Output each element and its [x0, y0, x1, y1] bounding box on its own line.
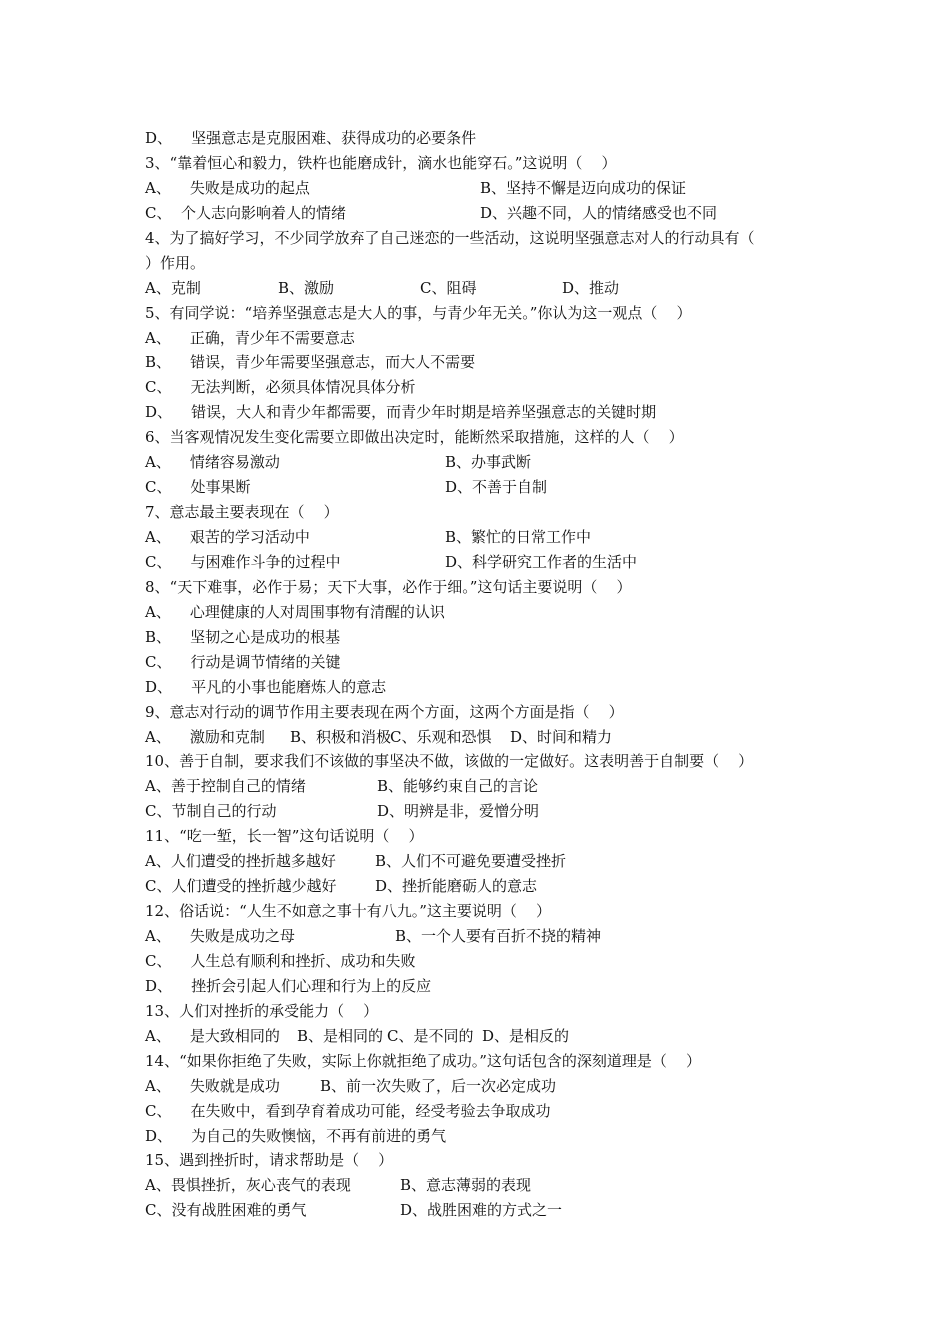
line-text: C、 人生总有顺利和挫折、成功和失败: [145, 951, 416, 970]
text-line: [145, 575, 825, 600]
text-line: [145, 700, 825, 725]
option-text: C、是不同的: [387, 1026, 474, 1045]
text-line: [145, 276, 825, 301]
line-text: 12、俗话说：“人生不如意之事十有八九。”这主要说明（ ）: [145, 902, 551, 921]
text-line: [145, 151, 825, 176]
line-text: 7、意志最主要表现在（ ）: [145, 503, 339, 522]
option-text: D、科学研究工作者的生活中: [445, 552, 638, 571]
option-text: D、时间和精力: [510, 727, 613, 746]
text-line: [145, 375, 825, 400]
option-text: C、乐观和恐惧: [390, 727, 492, 746]
line-text: B、 错误，青少年需要坚强意志，而大人不需要: [145, 353, 476, 372]
line-text: A、畏惧挫折，灰心丧气的表现: [145, 1176, 351, 1195]
text-line: [145, 400, 825, 425]
line-text: 8、“天下难事，必作于易；天下大事，必作于细。”这句话主要说明（ ）: [145, 577, 632, 596]
line-text: 10、善于自制，要求我们不该做的事坚决不做，该做的一定做好。这表明善于自制要（ ）: [145, 752, 754, 771]
line-text: B、 坚韧之心是成功的根基: [145, 627, 341, 646]
line-text: C、节制自己的行动: [145, 802, 277, 821]
text-line: [145, 550, 825, 575]
option-text: D、挫折能磨砺人的意志: [375, 877, 538, 896]
line-text: A、 激励和克制: [145, 727, 265, 746]
line-text: 5、有同学说：“培养坚强意志是大人的事，与青少年无关。”你认为这一观点（ ）: [145, 303, 692, 322]
text-line: [145, 126, 825, 151]
line-text: D、 错误，大人和青少年都需要，而青少年时期是培养坚强意志的关键时期: [145, 403, 657, 422]
option-text: D、战胜困难的方式之一: [400, 1201, 563, 1220]
text-line: [145, 1198, 825, 1223]
line-text: 3、“靠着恒心和毅力，铁杵也能磨成针，滴水也能穿石。”这说明（ ）: [145, 153, 617, 172]
option-text: B、意志薄弱的表现: [400, 1176, 532, 1195]
text-line: [145, 849, 825, 874]
text-line: [145, 899, 825, 924]
line-text: C、 无法判断，必须具体情况具体分析: [145, 378, 416, 397]
line-text: C、 个人志向影响着人的情绪: [145, 203, 347, 222]
text-line: [145, 625, 825, 650]
text-line: [145, 350, 825, 375]
text-line: [145, 1148, 825, 1173]
line-text: C、 处事果断: [145, 478, 251, 497]
line-text: A、克制: [145, 278, 201, 297]
line-text: A、人们遭受的挫折越多越好: [145, 852, 336, 871]
line-text: ）作用。: [145, 253, 206, 272]
text-line: [145, 924, 825, 949]
line-text: A、 是大致相同的: [145, 1026, 280, 1045]
text-line: [145, 725, 825, 750]
text-line: [145, 1173, 825, 1198]
line-text: A、 正确，青少年不需要意志: [145, 328, 355, 347]
text-line: [145, 749, 825, 774]
option-text: D、不善于自制: [445, 478, 548, 497]
line-text: 11、“吃一堑，长一智”这句话说明（ ）: [145, 827, 424, 846]
option-text: B、繁忙的日常工作中: [445, 528, 592, 546]
line-text: A、 失败是成功的起点: [145, 178, 310, 197]
line-text: A、 失败就是成功: [145, 1076, 280, 1095]
question-list: [145, 126, 825, 1223]
text-line: [145, 874, 825, 899]
option-text: B、前一次失败了，后一次必定成功: [320, 1076, 557, 1095]
text-line: [145, 176, 825, 201]
text-line: [145, 450, 825, 475]
text-line: [145, 500, 825, 525]
line-text: D、 为自己的失败懊恼，不再有前进的勇气: [145, 1126, 447, 1145]
text-line: [145, 1099, 825, 1124]
line-text: A、 情绪容易激动: [145, 453, 280, 472]
option-text: B、是相同的: [297, 1026, 384, 1045]
option-text: C、阻碍: [420, 278, 477, 297]
line-text: 15、遇到挫折时，请求帮助是（ ）: [145, 1151, 394, 1170]
text-line: [145, 1124, 825, 1149]
line-text: C、 与困难作斗争的过程中: [145, 552, 341, 571]
line-text: 9、意志对行动的调节作用主要表现在两个方面，这两个方面是指（ ）: [145, 702, 624, 721]
option-text: D、推动: [562, 278, 620, 297]
option-text: D、是相反的: [482, 1026, 570, 1045]
text-line: [145, 824, 825, 849]
text-line: [145, 525, 825, 550]
text-line: [145, 1049, 825, 1074]
option-text: B、办事武断: [445, 453, 532, 472]
text-line: [145, 301, 825, 326]
text-line: [145, 226, 825, 251]
text-line: [145, 251, 825, 276]
text-line: [145, 201, 825, 226]
option-text: B、坚持不懈是迈向成功的保证: [480, 178, 687, 197]
text-line: [145, 974, 825, 999]
text-line: [145, 799, 825, 824]
text-line: [145, 1074, 825, 1099]
line-text: C、没有战胜困难的勇气: [145, 1201, 307, 1220]
line-text: A、 艰苦的学习活动中: [145, 528, 310, 546]
text-line: [145, 949, 825, 974]
line-text: 14、“如果你拒绝了失败，实际上你就拒绝了成功。”这句话包含的深刻道理是（ ）: [145, 1051, 701, 1070]
line-text: C、 在失败中，看到孕育着成功可能，经受考验去争取成功: [145, 1101, 551, 1120]
text-line: [145, 600, 825, 625]
line-text: 4、为了搞好学习，不少同学放弃了自己迷恋的一些活动，这说明坚强意志对人的行动具有（: [145, 228, 755, 247]
text-line: [145, 1024, 825, 1049]
text-line: [145, 999, 825, 1024]
line-text: C、 行动是调节情绪的关键: [145, 652, 341, 671]
option-text: D、明辨是非，爱憎分明: [377, 802, 540, 821]
line-text: D、 坚强意志是克服困难、获得成功的必要条件: [145, 129, 477, 147]
option-text: B、一个人要有百折不挠的精神: [395, 927, 602, 945]
option-text: B、能够约束自己的言论: [377, 777, 539, 796]
line-text: A、 失败是成功之母: [145, 927, 295, 945]
option-text: B、人们不可避免要遭受挫折: [375, 852, 567, 871]
line-text: 13、人们对挫折的承受能力（ ）: [145, 1001, 379, 1020]
text-line: [145, 475, 825, 500]
option-text: B、积极和消极: [290, 727, 392, 746]
text-line: [145, 425, 825, 450]
text-line: [145, 774, 825, 799]
line-text: A、善于控制自己的情绪: [145, 777, 306, 796]
option-text: B、激励: [278, 278, 335, 297]
line-text: D、 挫折会引起人们心理和行为上的反应: [145, 976, 432, 995]
option-text: D、兴趣不同，人的情绪感受也不同: [480, 203, 718, 222]
line-text: D、 平凡的小事也能磨炼人的意志: [145, 677, 387, 696]
text-line: [145, 326, 825, 351]
line-text: C、人们遭受的挫折越少越好: [145, 877, 337, 896]
text-line: [145, 650, 825, 675]
line-text: A、 心理健康的人对周围事物有清醒的认识: [145, 602, 445, 621]
text-line: [145, 675, 825, 700]
line-text: 6、当客观情况发生变化需要立即做出决定时，能断然采取措施，这样的人（ ）: [145, 428, 684, 447]
